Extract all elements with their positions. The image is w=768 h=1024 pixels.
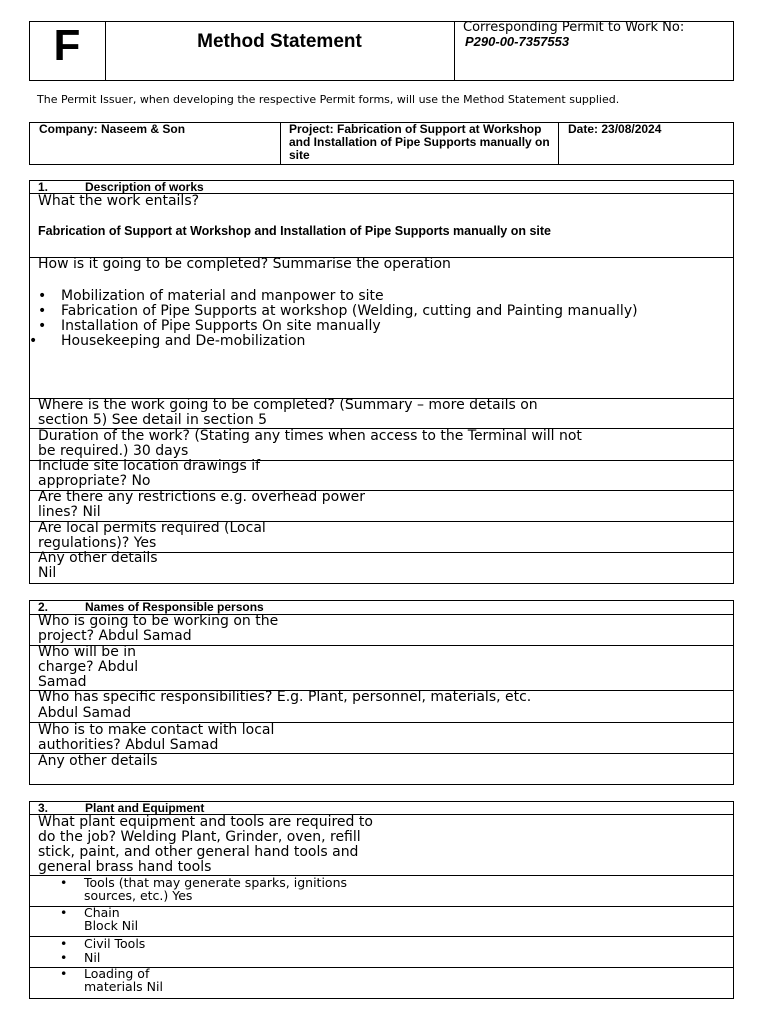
s3-bullet-mark-3b: •	[60, 950, 68, 965]
section3-title: Plant and Equipment	[85, 801, 205, 815]
s1-q4: Duration of the work? (Stating any times when access to the Terminal will not be required.) 30 days	[38, 428, 582, 459]
company-field: Company: Naseem & Son	[39, 122, 186, 136]
section1-title: Description of works	[85, 180, 204, 194]
permit-number: P290-00-7357553	[465, 34, 570, 49]
s1-q8: Any other details	[38, 550, 158, 566]
info-divider-1	[280, 122, 281, 165]
s1-bullet-1: Fabrication of Pipe Supports at workshop (Welding, cutting and Painting manually)	[61, 303, 638, 319]
s2-a3: Abdul Samad	[38, 705, 132, 721]
s1-bullet-mark-0: •	[38, 288, 47, 304]
s3-r3b: Nil	[84, 950, 101, 965]
permit-label: Corresponding Permit to Work No:	[463, 20, 685, 35]
s1-a1: Fabrication of Support at Workshop and Installation of Pipe Supports manually on site	[38, 224, 552, 238]
date-field: Date: 23/08/2024	[568, 122, 662, 136]
section2-title: Names of Responsible persons	[85, 600, 264, 614]
s2-q3: Who has specific responsibilities? E.g. Plant, personnel, materials, etc.	[38, 689, 532, 705]
s1-q1: What the work entails?	[38, 193, 200, 209]
s3-bullet-mark-1: •	[60, 875, 68, 890]
s2-q2: Who will be in charge? Abdul Samad	[38, 644, 139, 690]
s3-r1: Tools (that may generate sparks, ignitions sources, etc.) Yes	[84, 875, 348, 903]
page-title: Method Statement	[197, 31, 362, 52]
s3-r3a: Civil Tools	[84, 936, 146, 951]
s3-bullet-mark-4: •	[60, 966, 68, 981]
s1-bullet-2: Installation of Pipe Supports On site manually	[61, 318, 381, 334]
s2-q4: Who is to make contact with local authorities? Abdul Samad	[38, 722, 275, 753]
s3-r2: Chain Block Nil	[84, 905, 139, 933]
form-letter: F	[53, 21, 81, 70]
s1-bullet-3: Housekeeping and De-mobilization	[61, 333, 306, 349]
permit-note: The Permit Issuer, when developing the respective Permit forms, will use the Method Statement supplied.	[37, 93, 620, 106]
s1-q6: Are there any restrictions e.g. overhead power lines? Nil	[38, 489, 366, 520]
info-divider-2	[558, 122, 559, 165]
section1-number: 1.	[38, 180, 49, 194]
s3-r4: Loading of materials Nil	[84, 966, 163, 994]
section2-number: 2.	[38, 600, 49, 614]
s2-q1: Who is going to be working on the project? Abdul Samad	[38, 613, 279, 644]
s1-q7: Are local permits required (Local regulations)? Yes	[38, 520, 266, 551]
s1-q2: How is it going to be completed? Summarise the operation	[38, 256, 451, 272]
project-field: Project: Fabrication of Support at Workshop and Installation of Pipe Supports manually on site	[289, 122, 550, 162]
header-divider-2	[454, 21, 455, 81]
s2-q5: Any other details	[38, 753, 158, 769]
s1-a8: Nil	[38, 565, 57, 581]
s3-q1: What plant equipment and tools are required to do the job? Welding Plant, Grinder, oven, refill stick, paint, and other general hand tools and general brass hand tools	[38, 814, 373, 875]
s3-bullet-mark-2: •	[60, 905, 68, 920]
s1-q5: Include site location drawings if appropriate? No	[38, 458, 261, 489]
s1-q3: Where is the work going to be completed? (Summary – more details on section 5) See detail in section 5	[38, 397, 538, 428]
s1-bullet-mark-1: •	[38, 303, 47, 319]
s1-bullet-mark-2: •	[38, 318, 47, 334]
s1-bullet-mark-3: •	[29, 333, 38, 349]
section3-number: 3.	[38, 801, 49, 815]
s1-bullet-0: Mobilization of material and manpower to site	[61, 288, 384, 304]
s3-bullet-mark-3a: •	[60, 936, 68, 951]
